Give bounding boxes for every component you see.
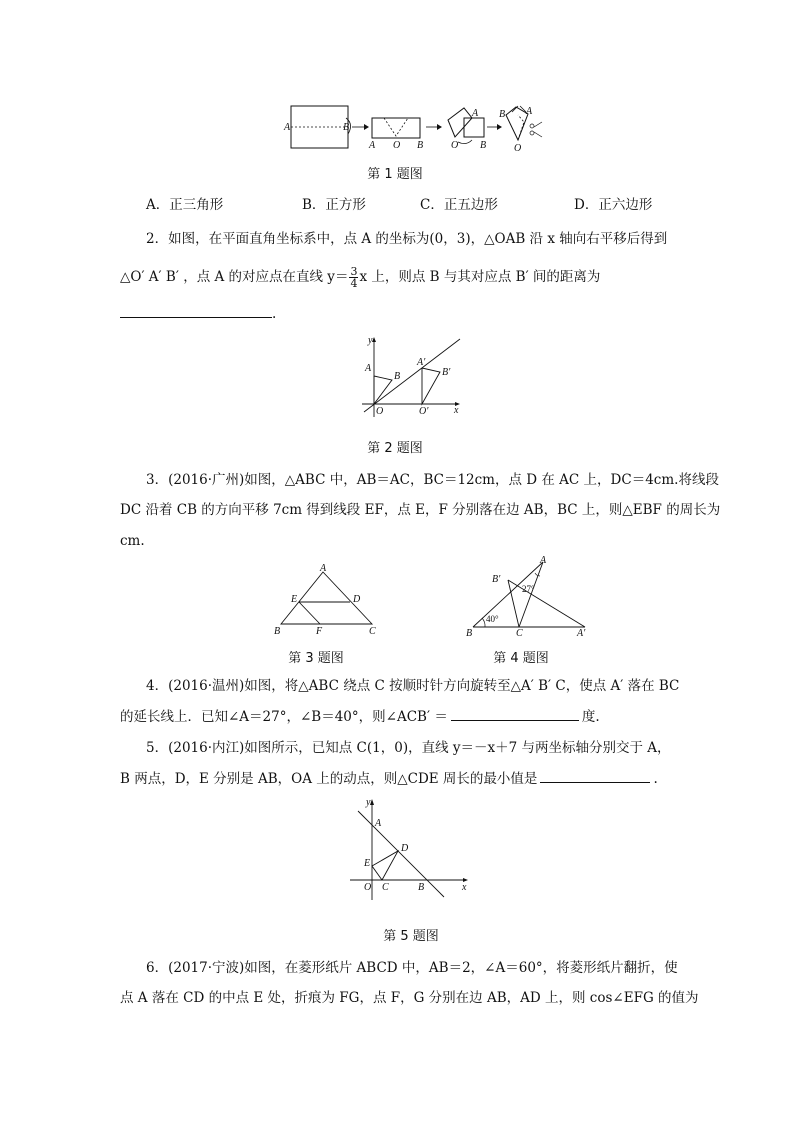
option-b: B．正方形 <box>302 197 366 213</box>
svg-text:A: A <box>365 363 372 374</box>
q3-line3: cm. <box>120 533 145 549</box>
fold-sequence-figure <box>280 100 550 155</box>
figure-4-caption: 第 4 题图 <box>493 651 549 666</box>
svg-text:40°: 40° <box>486 614 499 624</box>
svg-text:B′: B′ <box>492 574 501 585</box>
q3-line2: DC 沿着 CB 的方向平移 7cm 得到线段 EF，点 E，F 分别落在边 AB，BC 上，则△EBF 的周长为 <box>120 502 721 518</box>
svg-text:B: B <box>480 140 487 151</box>
svg-text:E: E <box>364 858 371 869</box>
q5-line2 <box>120 768 658 789</box>
coordinate-figure-q2 <box>360 335 470 420</box>
answer-blank[interactable] <box>120 303 272 318</box>
svg-text:A: A <box>320 563 327 574</box>
figure-2-caption: 第 2 题图 <box>367 441 423 456</box>
q4-line1: 4．(2016·温州)如图，将△ABC 绕点 C 按顺时针方向旋转至△A′ B′ C，使点 A′ 落在 BC <box>146 678 680 694</box>
svg-text:A′: A′ <box>577 628 586 639</box>
figure-1-caption: 第 1 题图 <box>367 167 423 182</box>
svg-text:B: B <box>418 882 425 893</box>
q2-line1: 2．如图，在平面直角坐标系中，点 A 的坐标为(0，3)，△OAB 沿 x 轴向右平移后得到 <box>146 231 668 247</box>
svg-text:C: C <box>382 882 389 893</box>
q5-line1: 5．(2016·内江)如图所示，已知点 C(1，0)，直线 y＝－x＋7 与两坐标轴分别交于 A， <box>146 740 671 756</box>
figure-5-caption: 第 5 题图 <box>383 929 439 944</box>
svg-text:27°: 27° <box>522 584 535 594</box>
fraction <box>349 266 358 289</box>
svg-text:C: C <box>369 626 376 637</box>
svg-text:B: B <box>343 122 350 133</box>
q2-line2-a: △O′ A′ B′ ，点 A 的对应点在直线 y＝ <box>120 269 349 285</box>
option-c: C．正五边形 <box>420 197 498 213</box>
svg-text:A: A <box>540 555 547 566</box>
q3-line1: 3．(2016·广州)如图，△ABC 中，AB＝AC，BC＝12cm，点 D 在 AC 上，DC＝4cm.将线段 <box>146 472 719 488</box>
svg-text:O′: O′ <box>419 406 429 417</box>
coordinate-figure-q5 <box>346 796 472 904</box>
svg-text:B: B <box>274 626 281 637</box>
q2-end: . <box>272 306 277 322</box>
svg-text:A: A <box>375 818 382 829</box>
q5-line2-a: B 两点，D，E 分别是 AB，OA 上的动点，则△CDE 周长的最小值是 <box>120 771 538 787</box>
q4-line2-b: 度. <box>581 709 600 725</box>
svg-text:B: B <box>417 140 424 151</box>
answer-blank[interactable] <box>540 768 650 783</box>
svg-text:O: O <box>376 406 384 417</box>
q2-line2 <box>120 266 600 289</box>
q4-line2 <box>120 706 600 727</box>
svg-text:O: O <box>364 882 372 893</box>
q4-line2-a: 的延长线上．已知∠A＝27°，∠B＝40°，则∠ACB′ ＝ <box>120 709 448 725</box>
q5-line2-b: . <box>653 771 658 787</box>
svg-text:C: C <box>516 628 523 639</box>
triangle-figure-q3 <box>268 562 384 640</box>
svg-text:A: A <box>369 140 376 151</box>
answer-blank[interactable] <box>451 706 579 721</box>
svg-text:O: O <box>393 140 401 151</box>
svg-text:B′: B′ <box>442 367 451 378</box>
q2-line2-b: x 上，则点 B 与其对应点 B′ 间的距离为 <box>359 269 601 285</box>
svg-text:A: A <box>472 108 479 119</box>
svg-text:B: B <box>394 371 401 382</box>
svg-text:F: F <box>316 626 323 637</box>
q6-line1: 6．(2017·宁波)如图，在菱形纸片 ABCD 中，AB＝2，∠A＝60°，将菱形纸片翻折，使 <box>146 960 678 976</box>
svg-text:E: E <box>291 594 298 605</box>
svg-text:O: O <box>514 143 522 154</box>
fraction-denominator: 4 <box>350 277 358 290</box>
svg-text:B: B <box>466 628 473 639</box>
svg-text:x: x <box>462 882 467 893</box>
svg-text:y: y <box>368 335 373 346</box>
fraction-numerator: 3 <box>350 265 358 278</box>
q6-line2: 点 A 落在 CD 的中点 E 处，折痕为 FG，点 F，G 分别在边 AB，AD 上，则 cos∠EFG 的值为 <box>120 990 699 1006</box>
q2-answer-line <box>120 303 276 324</box>
option-a: A．正三角形 <box>146 197 224 213</box>
figure-3-caption: 第 3 题图 <box>288 651 344 666</box>
svg-text:D: D <box>353 594 361 605</box>
svg-text:y: y <box>366 797 371 808</box>
svg-text:x: x <box>454 405 459 416</box>
option-d: D．正六边形 <box>574 197 653 213</box>
svg-text:A: A <box>284 122 291 133</box>
svg-text:A′: A′ <box>417 357 426 368</box>
svg-text:B: B <box>499 109 506 120</box>
svg-text:A: A <box>526 106 533 117</box>
svg-text:O: O <box>451 140 459 151</box>
svg-text:D: D <box>401 843 409 854</box>
rotation-figure-q4 <box>460 552 595 642</box>
